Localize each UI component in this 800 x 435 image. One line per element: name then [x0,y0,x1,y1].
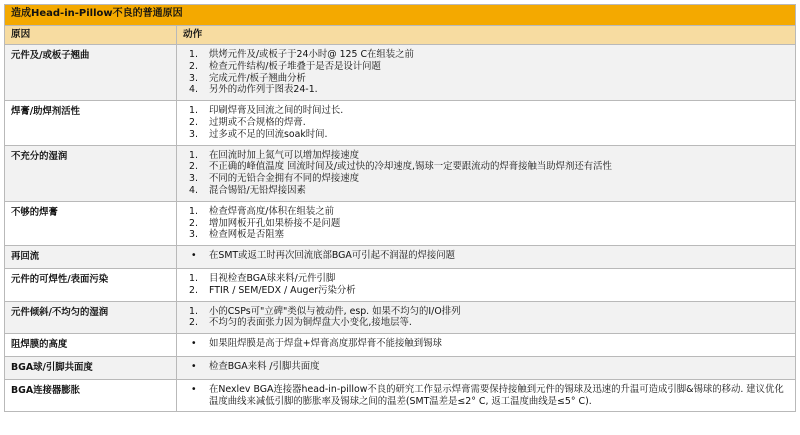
action-item [183,185,789,197]
action-text: 不正确的峰值温度 回流时间及/或过快的冷却速度,锡球一定要跟流动的焊膏接触当助焊剂还有活性 [209,161,612,173]
item-number: 2. [189,317,198,329]
action-item [183,129,789,141]
action-text: 不同的无铅合金拥有不同的焊接速度 [209,173,360,185]
action-item [183,361,789,373]
table-header-row [5,26,796,45]
cause-cell: BGA球/引脚共面度 [5,356,177,379]
action-cell [177,356,796,379]
header-action: 动作 [177,26,796,45]
action-text: 目视检查BGA球来料/元件引脚 [209,272,336,284]
action-text: 小的CSPs可"立碑"类似与被动件, esp. 如果不均匀的I/O排列 [209,305,461,317]
action-item [183,218,789,230]
item-number: 2. [189,217,198,229]
action-item [183,117,789,129]
numbered-action-list [183,273,789,297]
item-number: 3. [189,72,198,84]
table-row [5,101,796,145]
numbered-action-list [183,206,789,241]
numbered-action-list [183,306,789,330]
table-row [5,246,796,269]
action-item [183,84,789,96]
action-text: 完成元件/板子翘曲分析 [209,72,306,84]
cause-action-table [4,4,796,412]
bulleted-action-list [183,250,789,262]
item-number: 3. [189,229,198,241]
table-row [5,379,796,412]
action-cell [177,45,796,101]
table-title-row [5,5,796,26]
action-text: 混合锡铅/无铅焊接因素 [209,184,306,196]
action-text: 检查元件结构/板子堆叠于是否是设计问题 [209,60,381,72]
item-number: 1. [189,272,198,284]
item-number: 2. [189,284,198,296]
action-text: 检查网板是否阻塞 [209,229,285,241]
numbered-action-list [183,49,789,96]
action-item [183,150,789,162]
table-row [5,201,796,245]
cause-cell: 再回流 [5,246,177,269]
item-number: 1. [189,149,198,161]
item-number: 1. [189,205,198,217]
cause-cell: 阻焊膜的高度 [5,334,177,357]
action-cell [177,301,796,334]
action-item [183,61,789,73]
action-item [183,285,789,297]
action-item [183,105,789,117]
action-item [183,73,789,85]
cause-cell: 元件倾斜/不均匀的湿润 [5,301,177,334]
bullet-icon: • [191,360,197,372]
bulleted-action-list [183,384,789,408]
action-item [183,317,789,329]
action-text: 不均匀的表面张力因为铜焊盘大小变化,接地层等. [209,317,412,329]
action-text: 检查焊膏高度/体积在组装之前 [209,205,335,217]
action-text: 在SMT或返工时再次回流底部BGA可引起不润湿的焊接问题 [209,250,455,262]
table-row [5,301,796,334]
action-item [183,250,789,262]
action-cell [177,246,796,269]
action-item [183,273,789,285]
action-item [183,49,789,61]
table-row [5,334,796,357]
action-text: 另外的动作列于图表24-1. [209,84,318,96]
action-item [183,206,789,218]
action-text: 过期或不合规格的焊膏. [209,116,306,128]
item-number: 4. [189,84,198,96]
item-number: 3. [189,173,198,185]
cause-cell: 焊膏/助焊剂活性 [5,101,177,145]
cause-cell: 不够的焊膏 [5,201,177,245]
cause-action-table-container [4,4,796,412]
action-item [183,173,789,185]
action-cell [177,145,796,201]
table-row [5,145,796,201]
item-number: 4. [189,184,198,196]
numbered-action-list [183,150,789,197]
item-number: 2. [189,60,198,72]
header-cause: 原因 [5,26,177,45]
action-text: 印刷焊膏及回流之间的时间过长. [209,105,344,117]
item-number: 2. [189,161,198,173]
action-text: FTIR / SEM/EDX / Auger污染分析 [209,284,356,296]
action-text: 烘烤元件及/或板子于24小时@ 125 C在组装之前 [209,49,414,60]
action-cell [177,268,796,301]
action-item [183,338,789,350]
action-cell [177,101,796,145]
numbered-action-list [183,105,789,140]
cause-cell: 元件及/或板子翘曲 [5,45,177,101]
action-text: 过多或不足的回流soak时间. [209,128,328,140]
table-row [5,45,796,101]
action-item [183,306,789,318]
cause-cell: 元件的可焊性/表面污染 [5,268,177,301]
item-number: 2. [189,116,198,128]
action-item [183,161,789,173]
action-text: 检查BGA来料 /引脚共面度 [209,360,320,372]
item-number: 1. [189,49,198,60]
bulleted-action-list [183,361,789,373]
item-number: 3. [189,128,198,140]
cause-cell: BGA连接器膨胀 [5,379,177,412]
action-text: 在Nexlev BGA连接器head-in-pillow不良的研究工作显示焊膏需要保持接触到元件的锡球及迅速的升温可造成引脚&锡球的移动. 建议优化温度曲线来减低引脚的膨胀率及锡球之间的温差(SMT温差是≤2° C, 返工温度曲线是≤5° C). [209,383,784,407]
action-cell [177,201,796,245]
action-item [183,384,789,408]
action-text: 如果阻焊膜是高于焊盘+焊膏高度那焊膏不能接触到锡球 [209,338,442,350]
bullet-icon: • [191,250,197,262]
action-cell [177,379,796,412]
item-number: 1. [189,305,198,317]
bulleted-action-list [183,338,789,350]
cause-cell: 不充分的湿润 [5,145,177,201]
bullet-icon: • [191,338,197,350]
action-text: 增加网板开孔如果桥接不是问题 [209,217,341,229]
action-cell [177,334,796,357]
item-number: 1. [189,105,198,117]
action-item [183,229,789,241]
table-title: 造成Head-in-Pillow不良的普通原因 [5,5,796,26]
table-row [5,268,796,301]
bullet-icon: • [191,383,197,395]
action-text: 在回流时加上氮气可以增加焊接速度 [209,149,360,161]
table-row [5,356,796,379]
